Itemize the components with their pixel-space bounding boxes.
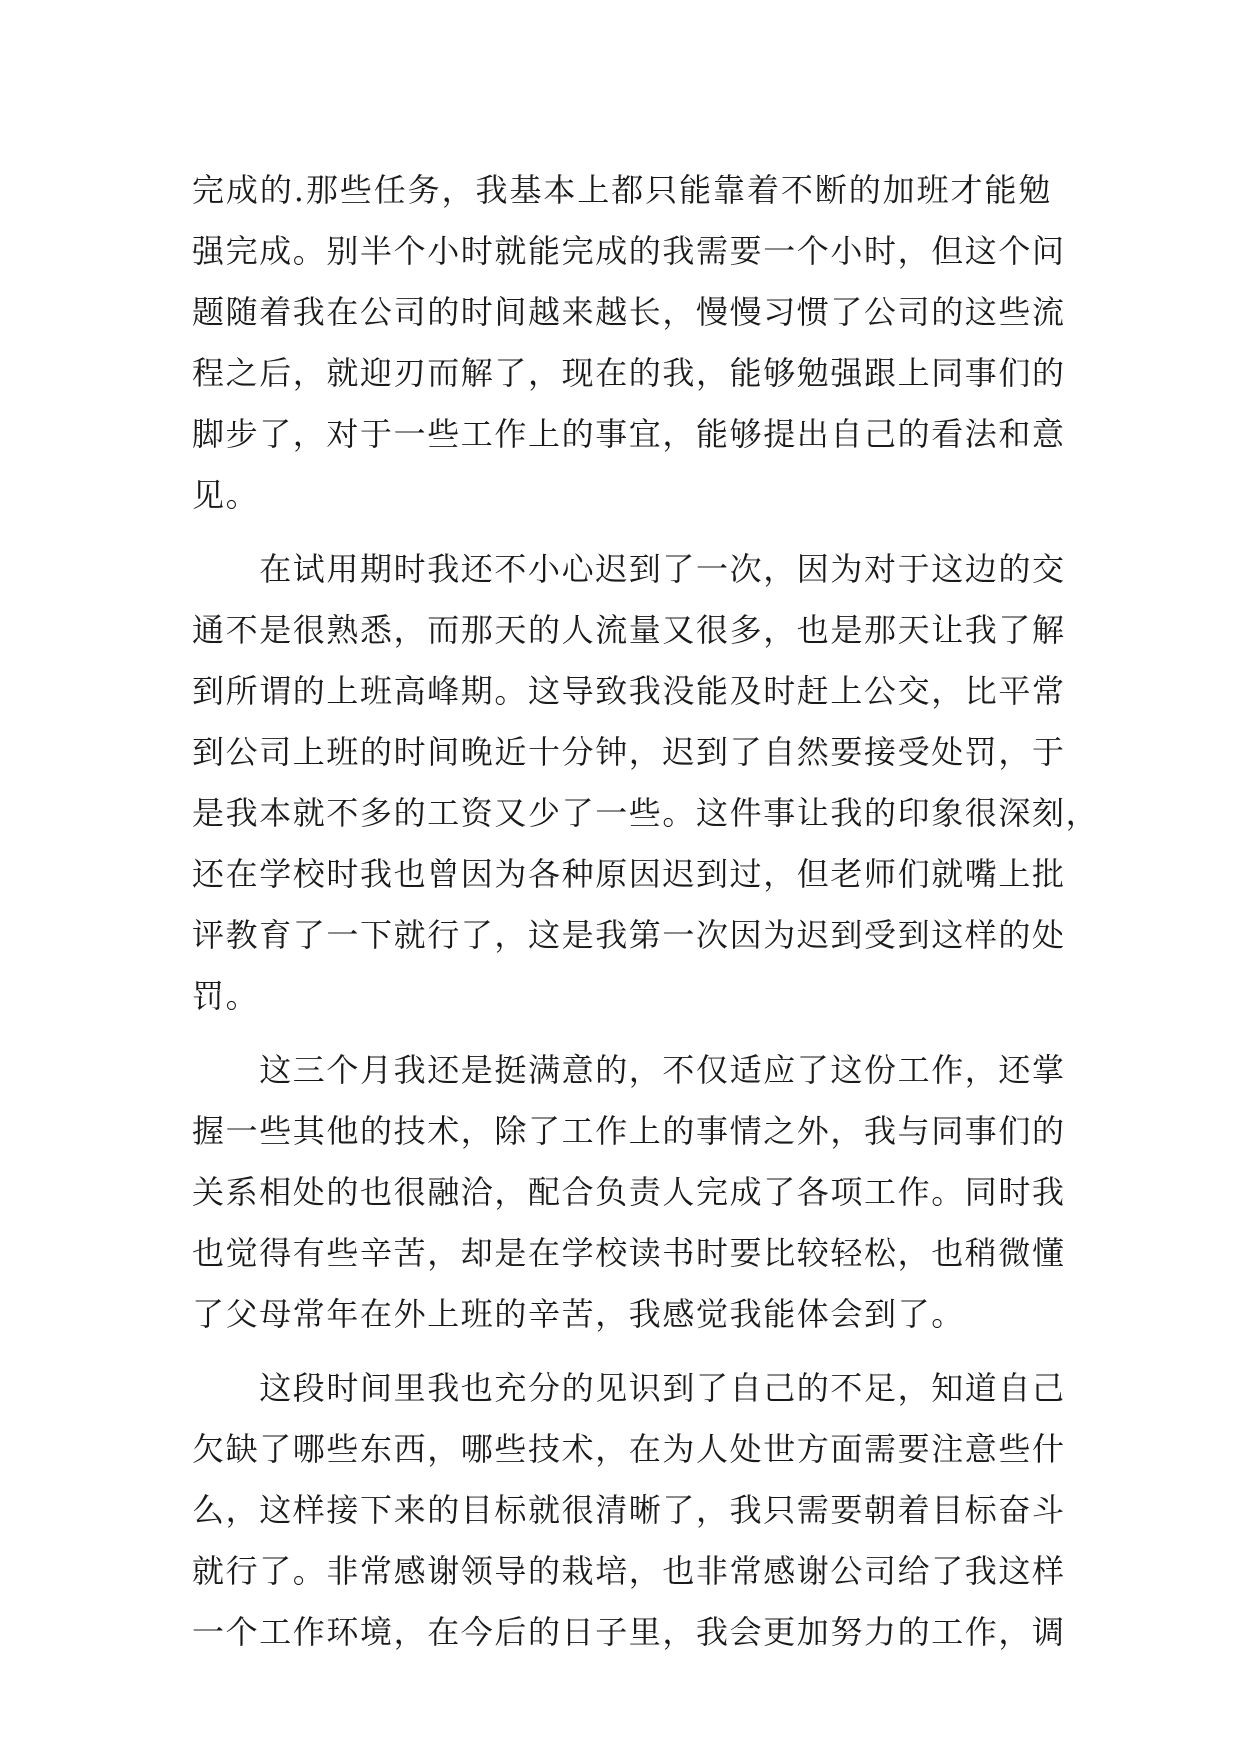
text-line: 了父母常年在外上班的辛苦，我感觉我能体会到了。 xyxy=(192,1295,965,1333)
paragraph-4 xyxy=(192,1358,1066,1663)
text-line: 握一些其他的技术，除了工作上的事情之外，我与同事们的 xyxy=(192,1112,1066,1150)
document-body xyxy=(192,160,1100,1663)
text-line: 就行了。非常感谢领导的栽培，也非常感谢公司给了我这样 xyxy=(192,1552,1066,1590)
text-line: 是我本就不多的工资又少了一些。这件事让我的印象很深刻， xyxy=(192,794,1100,832)
text-line: 这三个月我还是挺满意的，不仅适应了这份工作，还掌 xyxy=(192,1051,1066,1089)
text-line: 关系相处的也很融洽，配合负责人完成了各项工作。同时我 xyxy=(192,1173,1066,1211)
text-line: 欠缺了哪些东西，哪些技术，在为人处世方面需要注意些什 xyxy=(192,1430,1066,1468)
text-line: 这段时间里我也充分的见识到了自己的不足，知道自己 xyxy=(192,1369,1066,1407)
paragraph-spacer xyxy=(192,1345,1052,1358)
text-line: 到公司上班的时间晚近十分钟，迟到了自然要接受处罚，于 xyxy=(192,733,1066,771)
text-line: 还在学校时我也曾因为各种原因迟到过，但老师们就嘴上批 xyxy=(192,855,1066,893)
text-line: 到所谓的上班高峰期。这导致我没能及时赶上公交，比平常 xyxy=(192,672,1066,710)
text-line: 罚。 xyxy=(192,977,260,1015)
text-line: 强完成。别半个小时就能完成的我需要一个小时，但这个问 xyxy=(192,232,1066,270)
text-line: 题随着我在公司的时间越来越长，慢慢习惯了公司的这些流 xyxy=(192,293,1066,331)
text-line: 评教育了一下就行了，这是我第一次因为迟到受到这样的处 xyxy=(192,916,1066,954)
text-line: 么，这样接下来的目标就很清晰了，我只需要朝着目标奋斗 xyxy=(192,1491,1066,1529)
text-line: 脚步了，对于一些工作上的事宜，能够提出自己的看法和意 xyxy=(192,415,1066,453)
paragraph-3 xyxy=(192,1040,1066,1345)
text-line: 一个工作环境，在今后的日子里，我会更加努力的工作，调 xyxy=(192,1613,1066,1651)
paragraph-2 xyxy=(192,539,1100,1027)
text-line: 也觉得有些辛苦，却是在学校读书时要比较轻松，也稍微懂 xyxy=(192,1234,1066,1272)
paragraph-1 xyxy=(192,160,1066,526)
text-line: 完成的.那些任务，我基本上都只能靠着不断的加班才能勉 xyxy=(192,171,1052,209)
paragraph-spacer xyxy=(192,1027,1052,1040)
text-line: 见。 xyxy=(192,476,260,514)
text-line: 通不是很熟悉，而那天的人流量又很多，也是那天让我了解 xyxy=(192,611,1066,649)
text-line: 程之后，就迎刃而解了，现在的我，能够勉强跟上同事们的 xyxy=(192,354,1066,392)
text-line: 在试用期时我还不小心迟到了一次，因为对于这边的交 xyxy=(192,550,1066,588)
paragraph-spacer xyxy=(192,526,1052,539)
